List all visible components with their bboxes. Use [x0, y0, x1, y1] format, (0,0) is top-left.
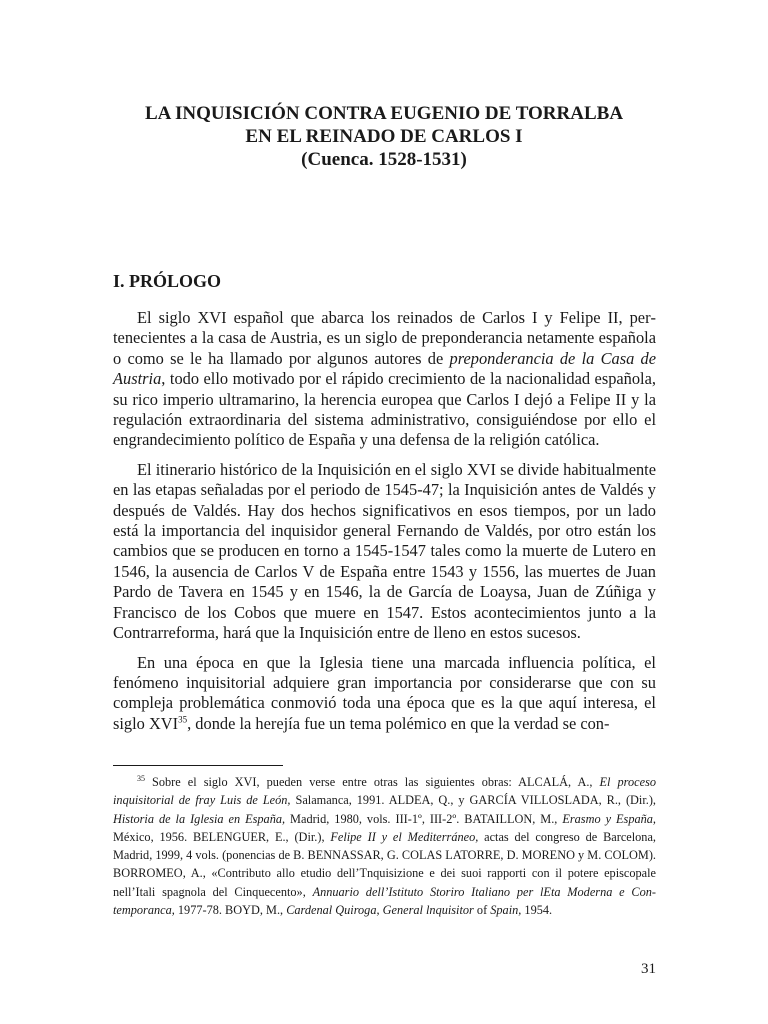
footnote-text-5: actas del congreso de Barcelona, Madrid, 1999, 4 vols. (ponencias de B. BENNASSAR, G. COLAS LATORRE, D. MORENO y M. COLOM). BORROMEO, A., «Contributo allo etudio dell’Tnquisizione e dei suoi rapporti con il potere episcopale nell’Itali spagnola del Cinquecento», [113, 829, 656, 899]
page-number: 31 [641, 961, 656, 977]
title-line-2: EN EL REINADO DE CARLOS I [245, 126, 523, 147]
footnote-title-1: El proceso inquisitorial de fray Luis de León, [113, 775, 656, 808]
footnote [113, 773, 656, 919]
footnote-divider [113, 765, 283, 766]
title-line-3: (Cuenca. 1528-1531) [301, 149, 467, 170]
footnote-title-7: Spain, [490, 903, 522, 918]
paragraph-3 [113, 653, 656, 735]
footnote-title-6: Cardenal Quiroga, General lnquisitor [286, 903, 474, 918]
paragraph-1 [113, 308, 656, 451]
footnote-reference: 35 [178, 714, 188, 725]
paragraph-2: El itinerario histórico de la Inquisición en el siglo XVI se divide habitualmente en las etapas señaladas por el periodo de 1545-47; la Inquisición antes de Valdés y después de Valdés. Hay dos hechos significativos en esos tiempos, por un lado está la importancia del inquisidor general Fernando de Valdés, por otro están los cambios que se producen en torno a 1545-1547 tales como la muerte de Lutero en 1546, la ausencia de Carlos V de España entre 1543 y 1556, las muertes de Juan Pardo de Tavera en 1545 y en 1546, la de García de Loaysa, Juan de Zúñiga y Francisco de los Cobos que muere en 1547. Estos acontecimientos junto a la Contrarreforma, hará que la Inquisición entre de lleno en estos sucesos. [113, 459, 656, 643]
footnote-title-4: Felipe II y el Mediterráneo, [330, 829, 479, 844]
footnote-text-3: Madrid, 1980, vols. III-1º, III-2º. BATAILLON, M., [285, 811, 563, 826]
paragraph-3-part-b: , donde la herejía fue un tema polémico en que la verdad se con- [187, 713, 610, 733]
footnote-title-3: Erasmo y España, [562, 811, 656, 826]
footnote-text-7: of [473, 903, 491, 918]
paragraph-1-part-b: , todo ello motivado por el rápido crecimiento de la nacionalidad española, su rico imperio ultramarino, la herencia europea que Carlos I dejó a Felipe II y la regulación extraordinaria del sistema administrativo, consiguiéndose por ello el engrandecimiento político de España y una defensa de la religión católica. [113, 369, 656, 450]
section-heading: I. PRÓLOGO [113, 271, 222, 291]
paragraph-1-italic: preponderancia de la Casa de Austria [113, 348, 656, 389]
footnote-text-4: México, 1956. BELENGUER, E., (Dir.), [113, 829, 331, 844]
footnote-title-2: Historia de la Iglesia en España, [113, 811, 286, 826]
footnote-text-2: Salamanca, 1991. ALDEA, Q., y GARCÍA VILLOSLADA, R., (Dir.), [290, 793, 657, 808]
title-line-1: LA INQUISICIÓN CONTRA EUGENIO DE TORRALBA [144, 103, 624, 124]
paragraph-1-part-a: El siglo XVI español que abarca los reinados de Carlos I y Felipe II, pertenecientes a la casa de Austria, es un siglo de preponderancia netamente española o como se le ha llamado por algunos autores de [113, 308, 656, 368]
body-text [113, 308, 656, 743]
footnote-title-5: Annuario dell’Istituto Storiro Italiano per lEta Moderna e Contemporanca, [113, 884, 656, 918]
footnote-text-8: 1954. [521, 903, 553, 918]
paragraph-3-part-a: En una época en que la Iglesia tiene una marcada influencia política, el fenómeno inquisitorial adquiere gran importancia por considerarse que con su compleja problemática conmovió toda una época que es la que aquí interesa, el siglo XVI [113, 652, 656, 733]
footnote-text-6: 1977-78. BOYD, M., [174, 903, 287, 918]
footnote-text-1: Sobre el siglo XVI, pueden verse entre otras las siguientes obras: ALCALÁ, A., [145, 775, 600, 789]
document-title [0, 102, 768, 171]
footnote-number: 35 [137, 773, 145, 783]
